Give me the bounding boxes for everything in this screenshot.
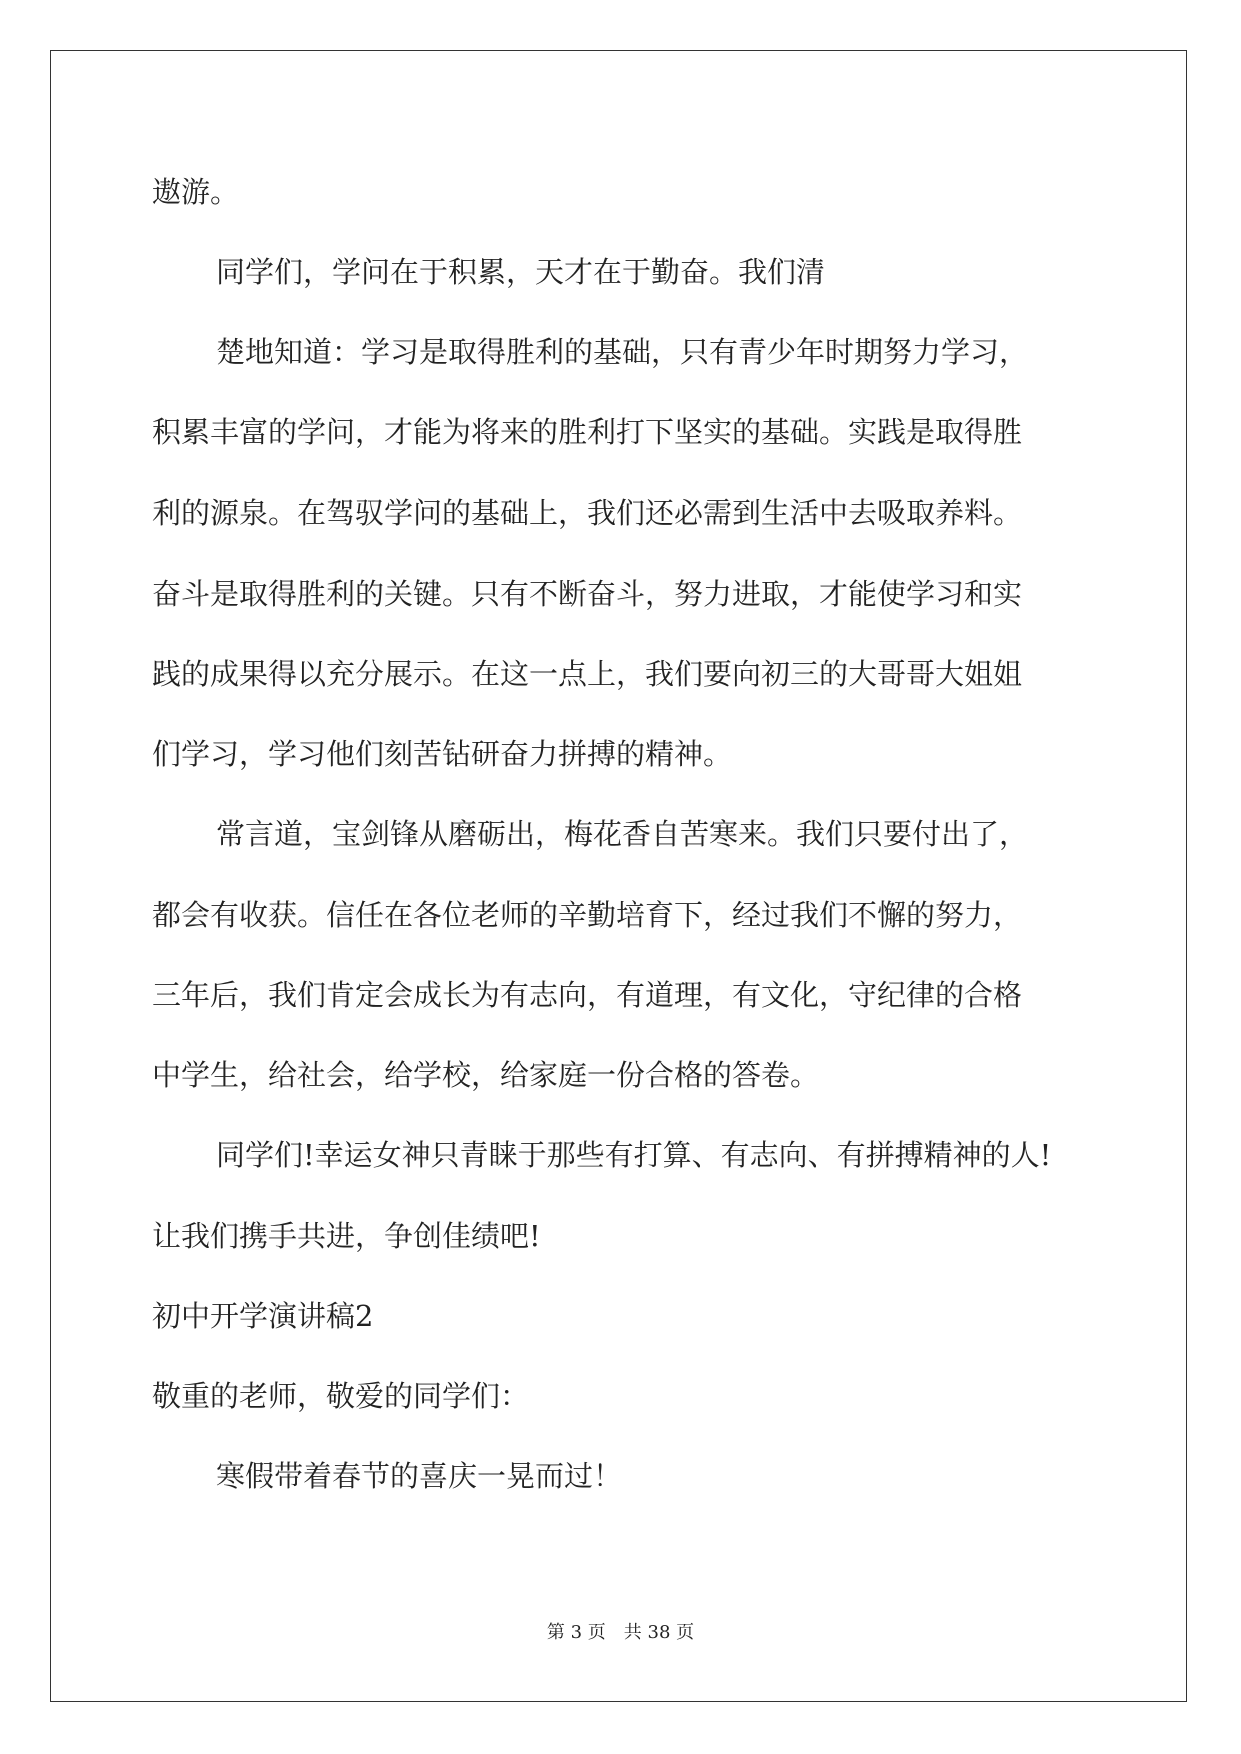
section-heading: 初中开学演讲稿2 xyxy=(152,1299,374,1333)
page-border xyxy=(50,50,1187,1702)
text-line: 让我们携手共进，争创佳绩吧! xyxy=(152,1219,541,1253)
text-line: 积累丰富的学问，才能为将来的胜利打下坚实的基础。实践是取得胜 xyxy=(152,415,1023,449)
text-line: 同学们!幸运女神只青睐于那些有打算、有志向、有拼搏精神的人! xyxy=(216,1138,1052,1172)
page-footer: 第 3 页 共 38 页 xyxy=(546,1622,695,1643)
text-line: 遨游。 xyxy=(152,175,240,209)
text-line: 中学生，给社会，给学校，给家庭一份合格的答卷。 xyxy=(152,1058,820,1092)
text-line: 寒假带着春节的喜庆一晃而过！ xyxy=(216,1459,623,1493)
text-line: 利的源泉。在驾驭学问的基础上，我们还必需到生活中去吸取养料。 xyxy=(152,496,1023,530)
text-line: 践的成果得以充分展示。在这一点上，我们要向初三的大哥哥大姐姐 xyxy=(152,657,1023,691)
text-line: 楚地知道：学习是取得胜利的基础，只有青少年时期努力学习， xyxy=(216,335,1029,369)
text-line: 常言道，宝剑锋从磨砺出，梅花香自苦寒来。我们只要付出了， xyxy=(216,817,1029,851)
text-line: 三年后，我们肯定会成长为有志向，有道理，有文化，守纪律的合格 xyxy=(152,978,1023,1012)
text-line: 奋斗是取得胜利的关键。只有不断奋斗，努力进取，才能使学习和实 xyxy=(152,577,1023,611)
salutation: 敬重的老师，敬爱的同学们： xyxy=(152,1379,530,1413)
text-line: 都会有收获。信任在各位老师的辛勤培育下，经过我们不懈的努力， xyxy=(152,898,1023,932)
text-line: 同学们，学问在于积累，天才在于勤奋。我们清 xyxy=(216,255,826,289)
text-line: 们学习，学习他们刻苦钻研奋力拼搏的精神。 xyxy=(152,737,733,771)
